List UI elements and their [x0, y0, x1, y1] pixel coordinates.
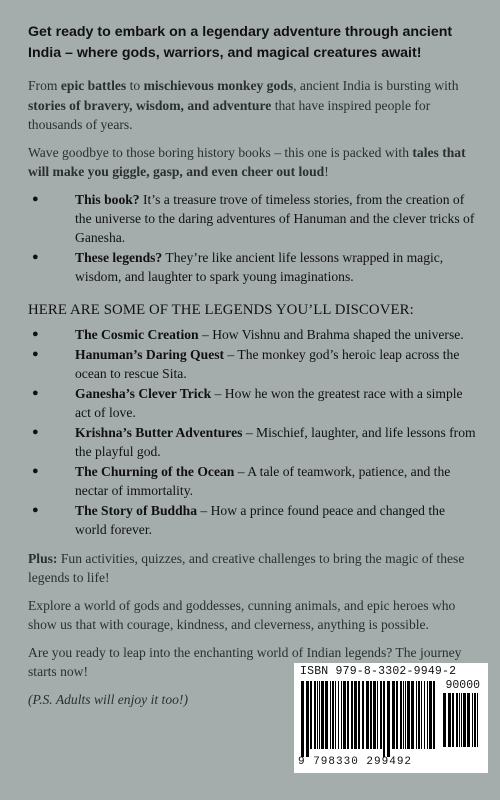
- barcode-bar: [387, 681, 390, 757]
- barcode-bar: [310, 681, 312, 749]
- addon-barcode-bars: [442, 693, 482, 755]
- barcode-bar: [459, 693, 460, 747]
- barcode-bar: [403, 681, 404, 749]
- barcode-bar: [314, 681, 316, 749]
- barcode-bar: [301, 681, 304, 757]
- barcode-bars: [300, 681, 436, 757]
- barcode-bar: [358, 681, 360, 749]
- barcode-bar: [448, 693, 451, 747]
- feature-list: [28, 190, 478, 286]
- barcode-bar: [306, 681, 309, 757]
- ean-digits: 9 798330 299492: [298, 756, 413, 768]
- barcode-bar: [343, 681, 346, 749]
- barcode-bar: [330, 681, 331, 749]
- barcode-bar: [341, 681, 342, 749]
- barcode-bar: [452, 693, 454, 747]
- barcode-bar: [456, 693, 458, 747]
- barcode-bar: [429, 681, 432, 749]
- barcode-bar: [396, 681, 398, 749]
- barcode-bar: [443, 693, 446, 747]
- barcode-bar: [321, 681, 324, 749]
- barcode-bar: [474, 693, 476, 747]
- barcode-bar: [373, 681, 376, 749]
- barcode-bar: [433, 681, 435, 749]
- barcode-bar: [424, 681, 425, 749]
- paragraph-ready: Are you ready to leap into the enchanting world of Indian legends? The journey starts now!: [28, 644, 462, 679]
- barcode-bar: [319, 681, 320, 749]
- barcode-bar: [411, 681, 414, 749]
- barcode-bar: [392, 681, 395, 749]
- list-item: ● Ganesha’s Clever Trick – How he won the greatest race with a simple act of love.: [28, 384, 478, 422]
- paragraph-history-books: Wave goodbye to those boring history books – this one is packed with tales that will make you giggle, gasp, and even cheer out loud!: [28, 144, 466, 179]
- barcode-bar: [370, 681, 372, 749]
- barcode-bar: [377, 681, 378, 749]
- postscript: (P.S. Adults will enjoy it too!): [28, 691, 188, 707]
- barcode-bar: [332, 681, 334, 749]
- list-item: ● Krishna’s Butter Adventures – Mischief, laughter, and life lessons from the playful god.: [28, 423, 478, 461]
- list-item: ● This book? It’s a treasure trove of timeless stories, from the creation of the universe to the daring adventures of Hanuman and the clever tricks of Ganesha.: [28, 190, 478, 247]
- barcode-bar: [347, 681, 349, 749]
- list-item: ● The Cosmic Creation – How Vishnu and Brahma shaped the universe.: [28, 325, 478, 344]
- barcode-bar: [380, 681, 382, 749]
- barcode-bar: [472, 693, 473, 747]
- barcode-bar: [477, 693, 478, 747]
- barcode-bar: [383, 681, 385, 757]
- barcode-bar: [325, 681, 328, 749]
- paragraph-explore: Explore a world of gods and goddesses, cunning animals, and epic heroes who show us that with courage, kindness, and cleverness, anything is possible.: [28, 597, 456, 632]
- barcode-bar: [405, 681, 406, 749]
- barcode-bar: [335, 681, 336, 749]
- barcode-bar: [362, 681, 364, 749]
- barcode-bar: [463, 693, 466, 747]
- barcode-bar: [416, 681, 417, 749]
- intro-headline: Get ready to embark on a legendary adventure through ancient India – where gods, warriors, and magical creatures await!: [28, 24, 453, 61]
- barcode-bar: [427, 681, 428, 749]
- isbn-number: ISBN 979-8-3302-9949-2: [300, 665, 457, 678]
- legends-list: [28, 325, 478, 539]
- price-code: 90000: [445, 679, 480, 692]
- paragraph-epic-battles: From epic battles to mischievous monkey gods, ancient India is bursting with stories of bravery, wisdom, and adventure that have inspired people for thousands of years.: [28, 78, 459, 132]
- list-item: ● These legends? They’re like ancient life lessons wrapped in magic, wisdom, and laughter to spark young imaginations.: [28, 248, 478, 286]
- barcode-bar: [467, 693, 470, 747]
- barcode-bar: [407, 681, 410, 749]
- list-item: ● The Story of Buddha – How a prince found peace and changed the world forever.: [28, 501, 478, 539]
- barcode-bar: [351, 681, 353, 749]
- barcode-bar: [366, 681, 369, 749]
- barcode-bar: [461, 693, 462, 747]
- barcode-bar: [338, 681, 339, 749]
- barcode-bar: [400, 681, 402, 749]
- list-item: ● The Churning of the Ocean – A tale of teamwork, patience, and the nectar of immortality.: [28, 462, 478, 500]
- barcode-bar: [354, 681, 357, 749]
- barcode-bar: [421, 681, 422, 749]
- legends-heading: HERE ARE SOME OF THE LEGENDS YOU’LL DISCOVER:: [28, 301, 414, 318]
- list-item: ● Hanuman’s Daring Quest – The monkey god’s heroic leap across the ocean to rescue Sita.: [28, 345, 478, 383]
- barcode-bar: [317, 681, 318, 749]
- paragraph-plus: Plus: Fun activities, quizzes, and creative challenges to bring the magic of these legends to life!: [28, 550, 465, 585]
- isbn-barcode: [294, 663, 488, 773]
- barcode-bar: [418, 681, 420, 749]
- back-cover-text: [28, 22, 478, 717]
